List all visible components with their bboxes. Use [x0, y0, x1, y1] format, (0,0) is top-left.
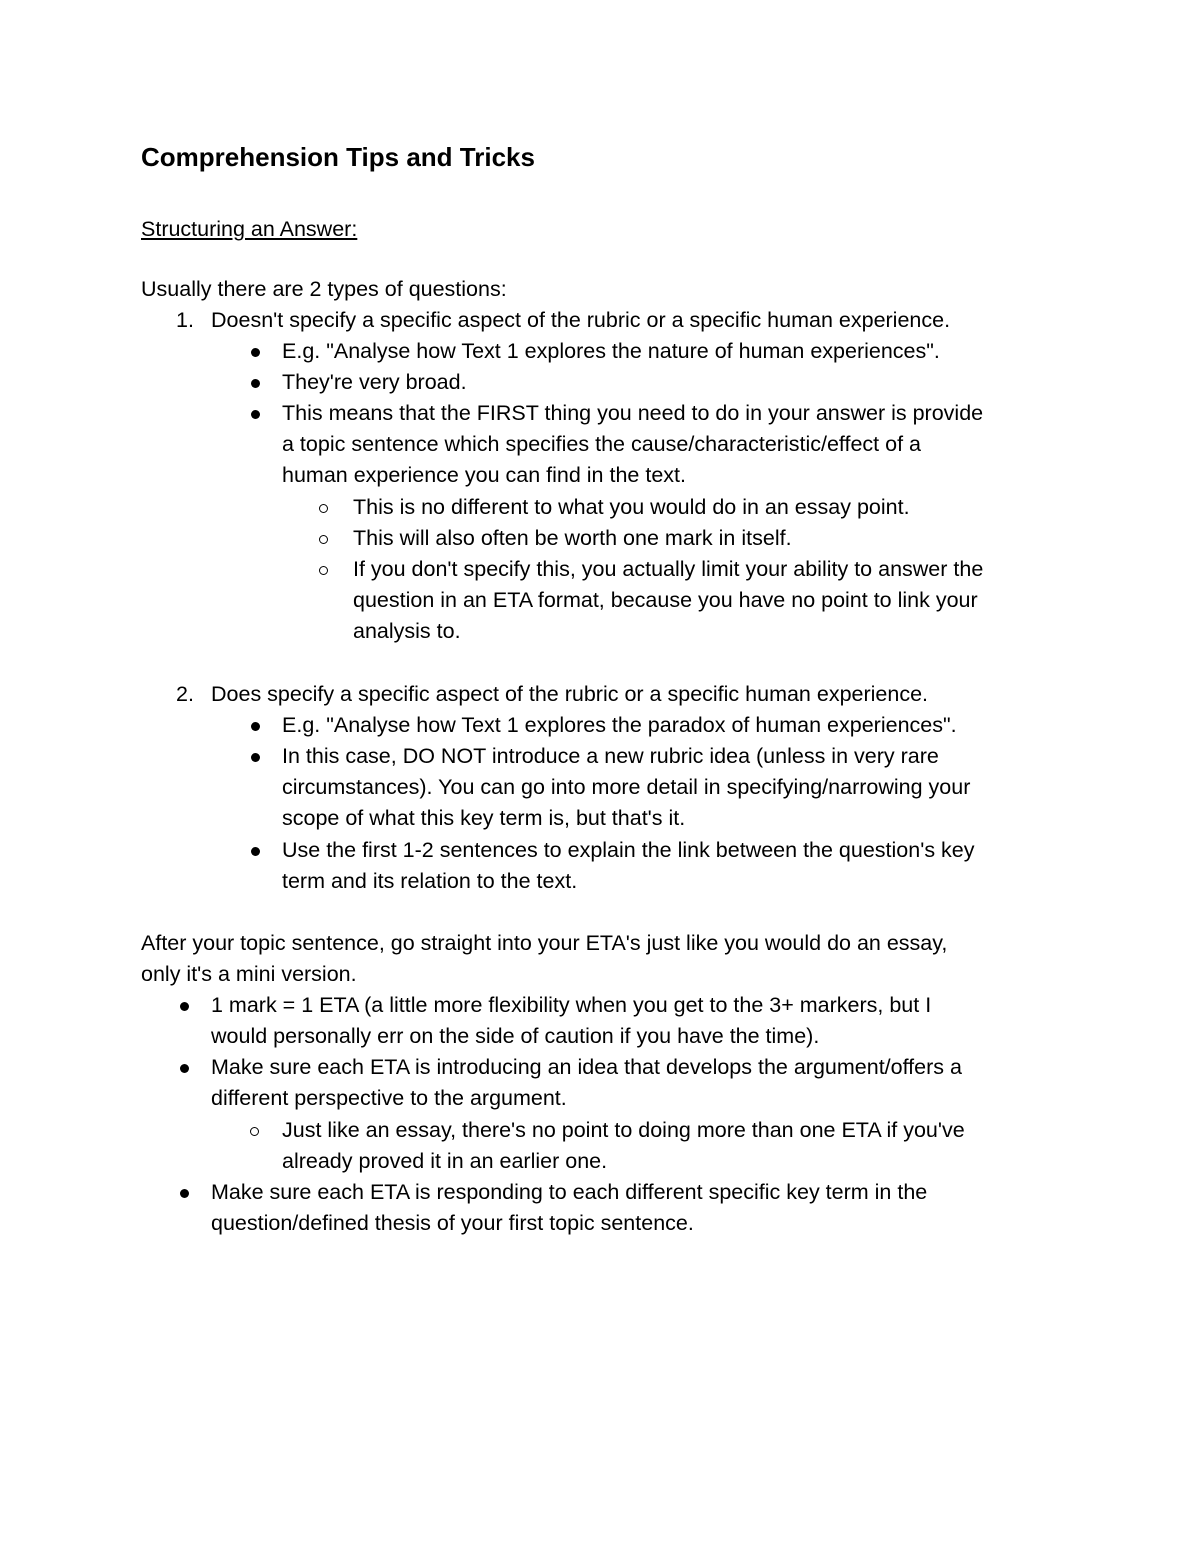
after-sub-bullet-1-line-1: Just like an essay, there's no point to doing more than one ETA if you've: [282, 1118, 965, 1142]
q2-bullet-2-line-2: circumstances). You can go into more detail in specifying/narrowing your: [282, 775, 971, 799]
intro-text: Usually there are 2 types of questions:: [141, 277, 507, 301]
bullet-icon: [251, 410, 260, 419]
after-bullet-2-line-1: Make sure each ETA is introducing an idea that develops the argument/offers a: [211, 1055, 962, 1079]
bullet-icon: [251, 847, 260, 856]
bullet-icon: [180, 1189, 189, 1198]
document-title: Comprehension Tips and Tricks: [141, 142, 535, 172]
q2-bullet-1: E.g. "Analyse how Text 1 explores the paradox of human experiences".: [282, 713, 957, 737]
q2-bullet-2-line-1: In this case, DO NOT introduce a new rubric idea (unless in very rare: [282, 744, 939, 768]
after-bullet-1-line-1: 1 mark = 1 ETA (a little more flexibility when you get to the 3+ markers, but I: [211, 993, 932, 1017]
q2-text: Does specify a specific aspect of the rubric or a specific human experience.: [211, 682, 929, 706]
q1-sub-bullet-3-line-1: If you don't specify this, you actually limit your ability to answer the: [353, 557, 984, 581]
q2-bullet-3-line-1: Use the first 1-2 sentences to explain the link between the question's key: [282, 838, 975, 862]
bullet-icon: [251, 379, 260, 388]
after-sub-bullet-1-line-2: already proved it in an earlier one.: [282, 1149, 608, 1173]
after-bullet-1-line-2: would personally err on the side of caution if you have the time).: [211, 1024, 820, 1048]
after-paragraph-line-2: only it's a mini version.: [141, 962, 357, 986]
sub-bullet-icon: [250, 1127, 259, 1136]
q1-sub-bullet-3-line-2: question in an ETA format, because you have no point to link your: [353, 588, 978, 612]
q1-bullet-3-line-1: This means that the FIRST thing you need to do in your answer is provide: [282, 401, 984, 425]
q1-bullet-1: E.g. "Analyse how Text 1 explores the nature of human experiences".: [282, 339, 940, 363]
q1-sub-bullet-1: This is no different to what you would do in an essay point.: [353, 495, 910, 519]
q1-bullet-2: They're very broad.: [282, 370, 467, 394]
sub-bullet-icon: [319, 566, 328, 575]
list-number-1: 1.: [176, 308, 194, 332]
q1-text: Doesn't specify a specific aspect of the rubric or a specific human experience.: [211, 308, 951, 332]
q1-sub-bullet-2: This will also often be worth one mark in itself.: [353, 526, 792, 550]
sub-bullet-icon: [319, 535, 328, 544]
q1-sub-bullet-3-line-3: analysis to.: [353, 619, 461, 643]
q2-bullet-3-line-2: term and its relation to the text.: [282, 869, 578, 893]
q1-bullet-3-line-3: human experience you can find in the text.: [282, 463, 686, 487]
after-paragraph-line-1: After your topic sentence, go straight into your ETA's just like you would do an essay,: [141, 931, 948, 955]
q1-bullet-3-line-2: a topic sentence which specifies the cause/characteristic/effect of a: [282, 432, 921, 456]
bullet-icon: [180, 1002, 189, 1011]
after-bullet-3-line-1: Make sure each ETA is responding to each different specific key term in the: [211, 1180, 928, 1204]
bullet-icon: [180, 1064, 189, 1073]
section-heading: Structuring an Answer:: [141, 217, 358, 241]
sub-bullet-icon: [319, 504, 328, 513]
bullet-icon: [251, 348, 260, 357]
bullet-icon: [251, 753, 260, 762]
bullet-icon: [251, 722, 260, 731]
after-bullet-2-line-2: different perspective to the argument.: [211, 1086, 567, 1110]
q2-bullet-2-line-3: scope of what this key term is, but that's it.: [282, 806, 686, 830]
list-number-2: 2.: [176, 682, 194, 706]
after-bullet-3-line-2: question/defined thesis of your first topic sentence.: [211, 1211, 694, 1235]
